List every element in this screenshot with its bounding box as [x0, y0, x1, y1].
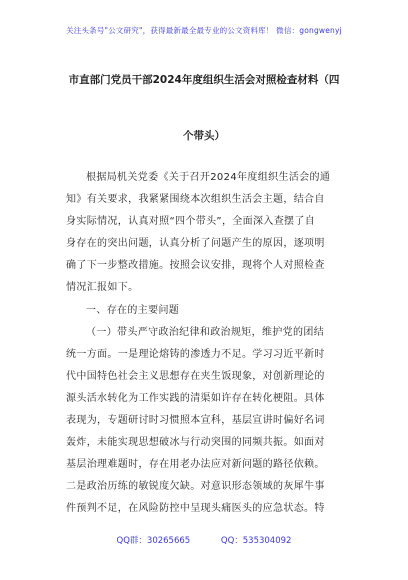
- document-title-line-2: 个带头）: [183, 130, 225, 142]
- body-line: 统一方面。一是理论熔铸的渗透力不足。学习习近平新时: [66, 349, 325, 360]
- footer-qq-group: QQ群：30265665: [116, 536, 191, 546]
- footer-contact: [0, 534, 408, 546]
- body-line: 表现为，专题研讨时习惯照本宣科，基层宣讲时偏好名词: [66, 415, 325, 426]
- body-line: （一）带头严守政治纪律和政治规矩，维护党的团结: [86, 327, 325, 338]
- body-line: 身存在的突出问题，认真分析了问题产生的原因，逐项明: [66, 238, 325, 249]
- document-title-line-1: 市直部门党员干部2024年度组织生活会对照检查材料（四: [68, 74, 340, 86]
- body-line: 根据局机关党委《关于召开2024年度组织生活会的通: [86, 172, 331, 183]
- body-line: 件预判不足，在风险防控中呈现头痛医头的应急状态。特: [66, 503, 325, 514]
- footer-qq-number: QQ：535304092: [220, 536, 292, 546]
- section-heading: 一、存在的主要问题: [86, 305, 180, 316]
- body-line: 情况汇报如下。: [66, 282, 139, 293]
- body-line: 代中国特色社会主义思想存在夹生饭现象，对创新理论的: [66, 371, 325, 382]
- body-line: 轰炸，未能实现思想破冰与行动突围的同频共振。如面对: [66, 437, 325, 448]
- body-line: 身实际情况，认真对照“四个带头”，全面深入查摆了自: [66, 216, 316, 227]
- body-line: 源头活水转化为工作实践的清渠如许存在转化梗阻。具体: [66, 393, 325, 404]
- body-line: 确了下一步整改措施。按照会议安排，现将个人对照检查: [66, 260, 325, 271]
- body-line: 知》有关要求，我紧紧围绕本次组织生活会主题，结合自: [66, 194, 325, 205]
- body-line: 二是政治历练的敏锐度欠缺。对意识形态领域的灰犀牛事: [66, 481, 325, 492]
- header-banner: 关注头条号"公文研究"，获得最新最全最专业的公文资料库！ 微信：gongwenyj: [66, 26, 342, 35]
- body-line: 基层治理难题时，存在用老办法应对新问题的路径依赖。: [66, 459, 325, 470]
